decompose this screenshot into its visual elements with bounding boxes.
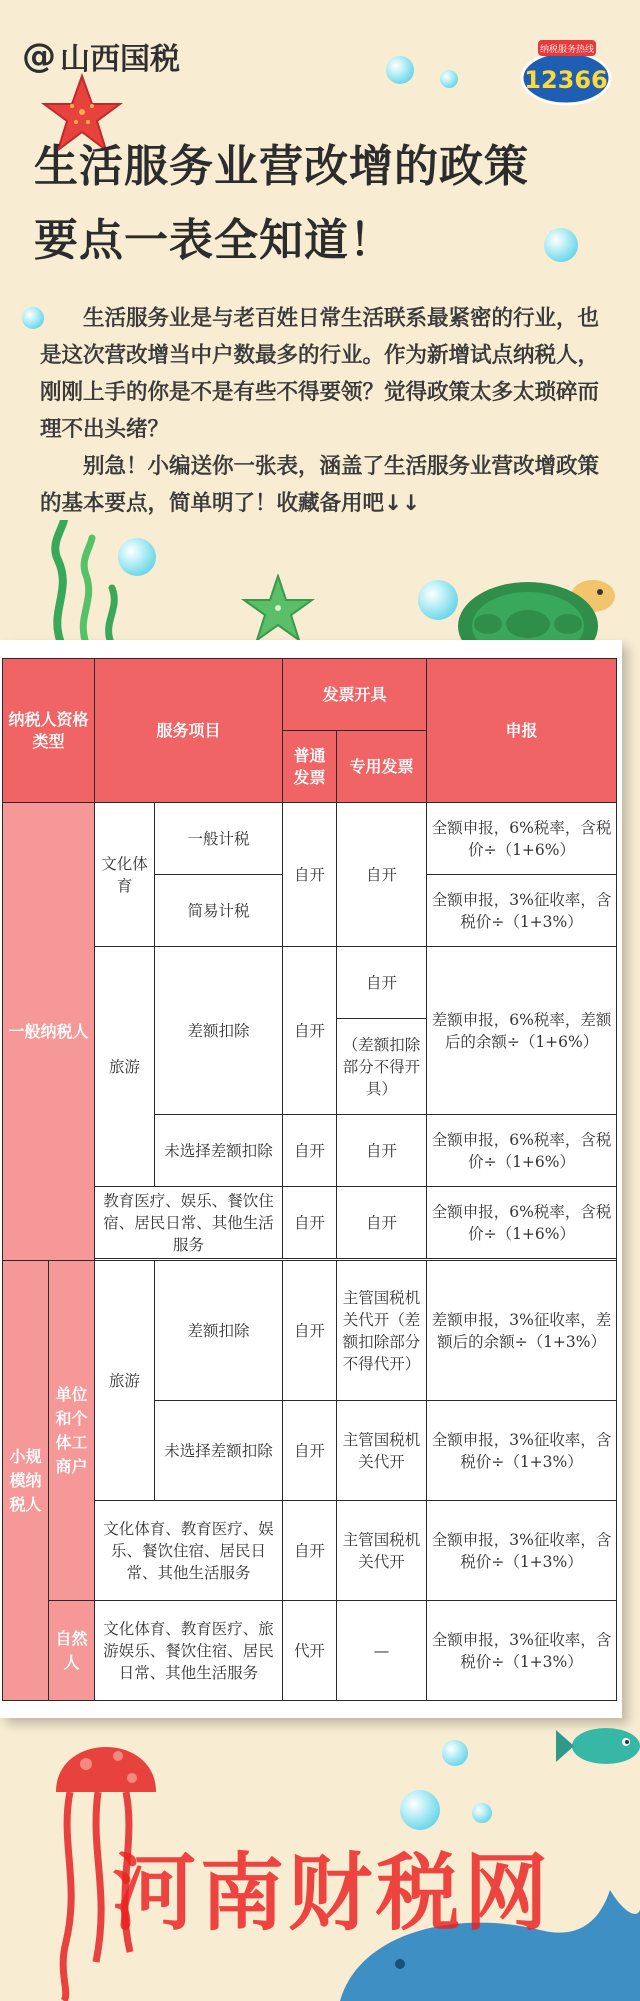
- bubble: [440, 70, 458, 88]
- badge-number: 12366: [524, 66, 608, 94]
- service-category-cell: 文化体育、教育医疗、旅游娱乐、餐饮住宿、居民日常、其他生活服务: [95, 1601, 283, 1701]
- header-invoice: 发票开具: [283, 659, 427, 731]
- table-row: [3, 947, 617, 1019]
- service-category-cell: 教育医疗、娱乐、餐饮住宿、居民日常、其他生活服务: [95, 1187, 283, 1259]
- general-invoice-cell: 自开: [283, 947, 337, 1115]
- table-row: [3, 1187, 617, 1259]
- badge-caption: 纳税服务热线: [539, 45, 595, 55]
- table-header-row: [3, 659, 617, 731]
- policy-table-panel: [0, 640, 622, 1718]
- fish-icon: [556, 1716, 640, 1776]
- table-row: [3, 1601, 617, 1701]
- service-category-cell: 旅游: [95, 947, 155, 1187]
- general-invoice-cell: 自开: [283, 1261, 337, 1401]
- service-subitem-cell: 一般计税: [155, 803, 283, 875]
- declaration-cell: 全额申报，3%征收率，含税价÷（1+3%）: [427, 1601, 617, 1701]
- bubble: [386, 56, 414, 84]
- declaration-cell: 差额申报，3%征收率，差额后的余额÷（1+3%）: [427, 1261, 617, 1401]
- policy-table: [2, 658, 617, 1701]
- bubble: [472, 1803, 492, 1823]
- service-subitem-cell: 简易计税: [155, 875, 283, 947]
- general-invoice-cell: 自开: [283, 1501, 337, 1601]
- service-category-cell: 旅游: [95, 1261, 155, 1501]
- title-line-1: 生活服务业营改增的政策: [34, 141, 529, 192]
- small-taxpayer-cell: 小规模纳税人: [3, 1261, 49, 1701]
- service-category-cell: 文化体育: [95, 803, 155, 947]
- intro-paragraph: 生活服务业是与老百姓日常生活联系最紧密的行业，也是这次营改增当中户数最多的行业。作为新增试点纳税人，刚刚上手的你是不是有些不得要领？觉得政策太多太琐碎而理不出头绪？: [40, 306, 600, 442]
- declaration-cell: 全额申报，6%税率，含税价÷（1+6%）: [427, 803, 617, 875]
- service-subitem-cell: 未选择差额扣除: [155, 1401, 283, 1501]
- header-taxpayer-type: 纳税人资格类型: [3, 659, 95, 803]
- header-special-invoice: 专用发票: [337, 731, 427, 803]
- special-invoice-cell: 自开: [337, 803, 427, 947]
- page-title: [34, 130, 624, 278]
- special-invoice-cell: 自开: [337, 1187, 427, 1259]
- special-invoice-cell: 自开: [337, 947, 427, 1019]
- brand-name: 山西国税: [60, 42, 180, 77]
- at-icon: @: [22, 36, 56, 76]
- general-invoice-cell: 自开: [283, 1115, 337, 1187]
- declaration-cell: 全额申报，6%税率，含税价÷（1+6%）: [427, 1115, 617, 1187]
- header-service-item: 服务项目: [95, 659, 283, 803]
- hotline-badge-icon: [516, 34, 616, 112]
- special-invoice-cell: 主管国税机关代开: [337, 1501, 427, 1601]
- table-row: [3, 1501, 617, 1601]
- general-invoice-cell: 代开: [283, 1601, 337, 1701]
- service-subitem-cell: 差额扣除: [155, 947, 283, 1115]
- seaweed-icon: [40, 520, 130, 640]
- declaration-cell: 全额申报，3%征收率，含税价÷（1+3%）: [427, 1501, 617, 1601]
- bubble: [400, 1790, 440, 1830]
- general-taxpayer-cell: 一般纳税人: [3, 803, 95, 1261]
- intro-paragraph: 别急！小编送你一张表，涵盖了生活服务业营改增政策的基本要点，简单明了！收藏备用吧↓↓: [40, 454, 600, 516]
- special-invoice-cell: （差额扣除部分不得开具）: [337, 1019, 427, 1115]
- natural-person-cell: 自然人: [49, 1601, 95, 1701]
- declaration-cell: 差额申报，6%税率，差额后的余额÷（1+6%）: [427, 947, 617, 1115]
- header-declaration: 申报: [427, 659, 617, 803]
- unit-business-cell: 单位和个体工商户: [49, 1261, 95, 1601]
- general-invoice-cell: 自开: [283, 1187, 337, 1259]
- special-invoice-cell: 自开: [337, 1115, 427, 1187]
- special-invoice-cell: 主管国税机关代开: [337, 1401, 427, 1501]
- service-subitem-cell: 未选择差额扣除: [155, 1115, 283, 1187]
- service-subitem-cell: 差额扣除: [155, 1261, 283, 1401]
- special-invoice-cell: 主管国税机关代开（差额扣除部分不得代开）: [337, 1261, 427, 1401]
- general-invoice-cell: 自开: [283, 803, 337, 947]
- table-row: [3, 803, 617, 875]
- bubble: [442, 1740, 468, 1766]
- title-line-2: 要点一表全知道！: [34, 215, 394, 266]
- special-invoice-cell: —: [337, 1601, 427, 1701]
- declaration-cell: 全额申报，3%征收率，含税价÷（1+3%）: [427, 1401, 617, 1501]
- service-category-cell: 文化体育、教育医疗、娱乐、餐饮住宿、居民日常、其他生活服务: [95, 1501, 283, 1601]
- declaration-cell: 全额申报，6%税率，含税价÷（1+6%）: [427, 1187, 617, 1259]
- intro-text: [40, 300, 620, 522]
- table-row: [3, 1261, 617, 1401]
- green-starfish-icon: [240, 574, 316, 644]
- declaration-cell: 全额申报，3%征收率，含税价÷（1+3%）: [427, 875, 617, 947]
- watermark-text: 河南财税网: [111, 1844, 552, 1942]
- bubble: [418, 580, 458, 620]
- header-general-invoice: 普通发票: [283, 731, 337, 803]
- general-invoice-cell: 自开: [283, 1401, 337, 1501]
